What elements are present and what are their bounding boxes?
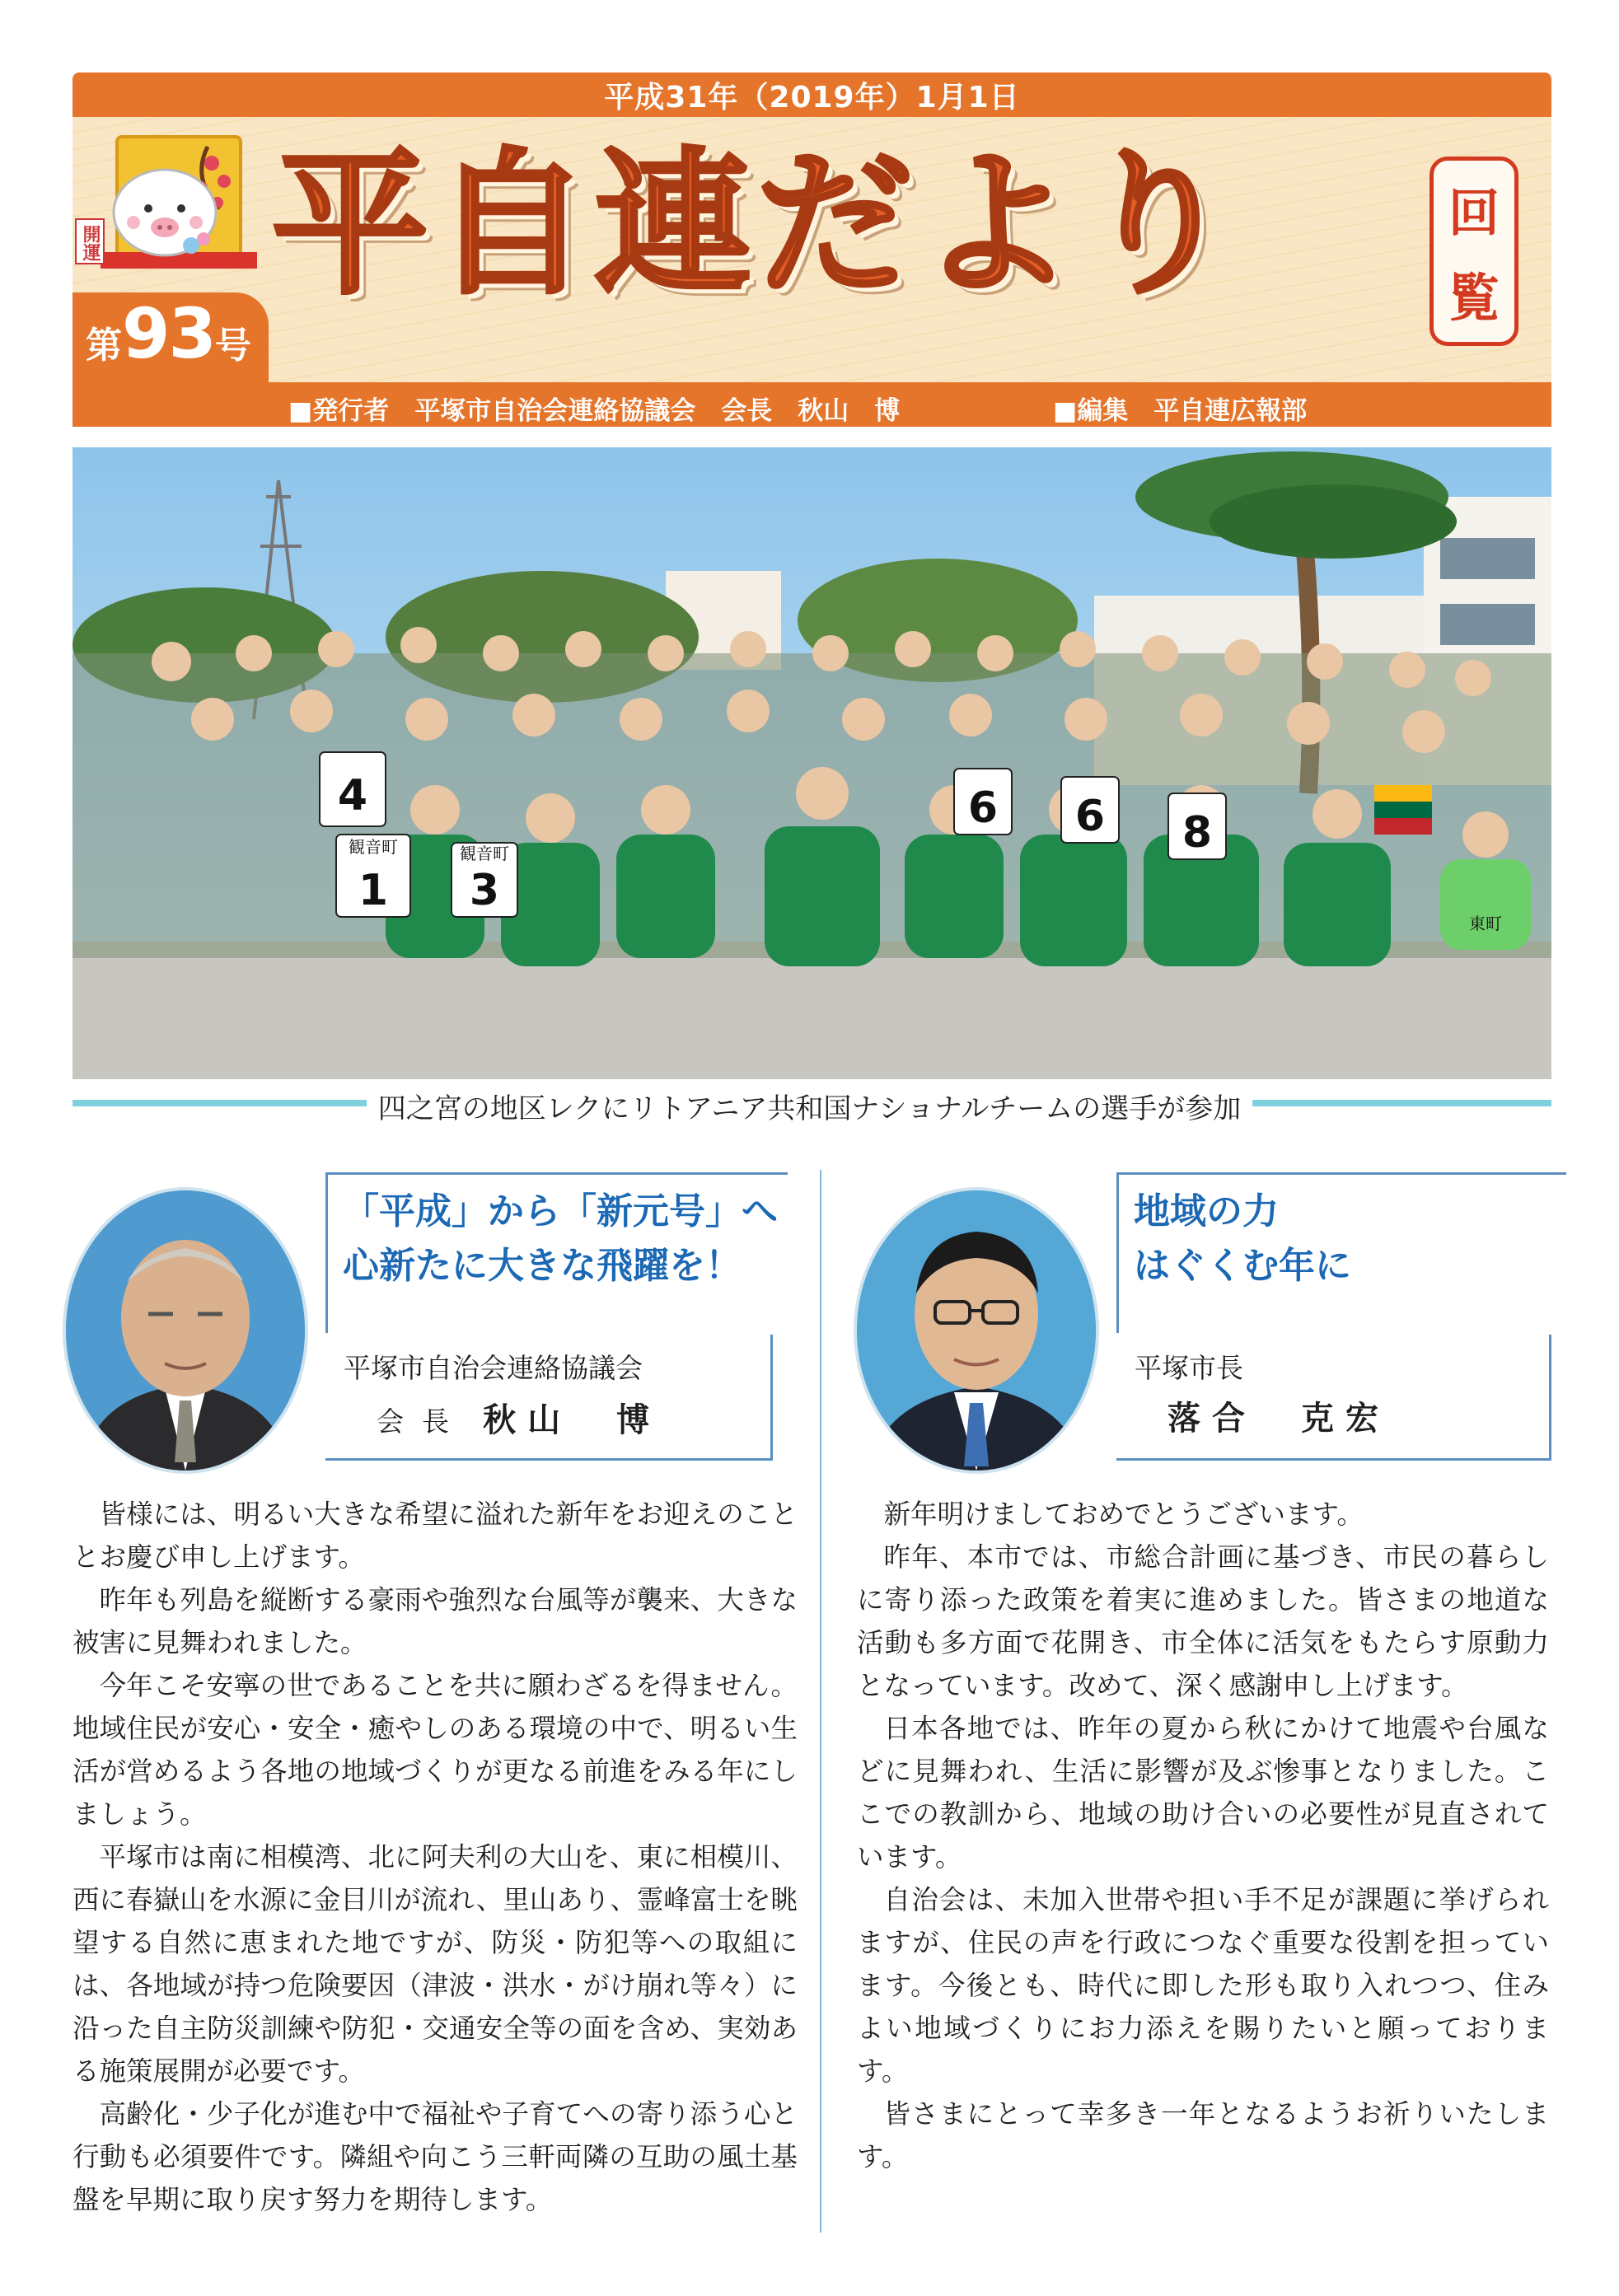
left-org: 平塚市自治会連絡協議会 [344,1352,643,1384]
photo-caption-text: 四之宮の地区レクにリトアニア共和国ナショナルチームの選手が参加 [367,1092,1253,1125]
right-name: 落合 克宏 [1167,1400,1390,1438]
circulation-char-2: 覧 [1448,268,1500,328]
left-headline-line-2: 心新たに大きな飛躍を！ [343,1245,742,1287]
left-name-line [377,1394,661,1441]
bib-number-1: 4 [337,771,368,821]
bib-number-4: 6 [967,783,999,833]
left-name: 秋山 博 [483,1401,662,1439]
chairman-portrait [66,1190,305,1471]
right-paragraph-5: 皆さまにとって幸多き一年となるようお祈りいたします。 [857,2098,1549,2172]
left-paragraph-3: 今年こそ安寧の世であることを共に願わざるを得ません。地域住民が安心・安全・癒やしのある環境の中で、明るい生活が営めるよう各地の地域づくりが更なる前進をみる年にしましょう。 [73,1670,798,1830]
left-paragraph-4: 平塚市は南に相模湾、北に阿夫利の大山を、東に相模川、西に春嶽山を水源に金目川が流れ、里山あり、霊峰富士を眺望する自然に恵まれた地ですが、防災・防犯等への取組には、各地域が持つ危険要因（津波・洪水・がけ崩れ等々）に沿った自主防災訓練や防犯・交通安全等の面を含め、実効ある施策展開が必要です。 [73,1841,798,2087]
circulation-char-1: 回 [1448,183,1500,243]
left-headline-box [325,1172,788,1333]
left-role: 会長 [377,1405,467,1438]
left-paragraph-5: 高齢化・少子化が進む中で福祉や子育てへの寄り添う心と行動も必須要件です。隣組や向こう三軒両隣の互助の風土基盤を早期に取り戻す努力を期待します。 [73,2098,798,2215]
issue-suffix: 号 [214,325,251,367]
right-paragraph-3: 日本各地では、昨年の夏から秋にかけて地震や台風などに見舞われ、生活に影響が及ぶ惨事となりました。ここでの教訓から、地域の助け合いの必要性が見直されています。 [857,1713,1549,1873]
right-headline-line-2: はぐくむ年に [1134,1245,1351,1287]
kaiun-badge: 開運 [80,225,101,261]
mayor-portrait [857,1190,1096,1471]
right-paragraph-4: 自治会は、未加入世帯や担い手不足が課題に挙げられますが、住民の声を行政につなぐ重要な役割を担っています。今後とも、時代に即した形も取り入れつつ、住みよい地域づくりにお力添えを賜りたいと願っております。 [857,1884,1549,2087]
bib-number-2: 1 [358,866,389,915]
issue-number: 93 [122,293,215,374]
left-name-box [325,1335,773,1461]
bib-number-5: 6 [1074,792,1106,841]
right-paragraph-1: 新年明けましておめでとうございます。 [883,1499,1364,1530]
right-headline-line-1: 地域の力 [1134,1190,1279,1232]
newsletter-title: 平自連だより [272,133,1242,316]
publisher-bar [73,382,1551,427]
issue-number-badge [73,292,269,382]
group-photo-illustration [73,447,1551,1079]
left-article-body [73,1493,798,2221]
bib-number-6: 8 [1181,808,1213,858]
right-article-body [857,1493,1549,2178]
column-divider [820,1170,821,2233]
bib-text-1: 観音町 [349,837,398,857]
left-paragraph-1: 皆様には、明るい大きな希望に溢れた新年をお迎えのこととお慶び申し上げます。 [73,1499,798,1573]
right-name-box [1116,1335,1551,1461]
group-photo [73,447,1551,1079]
issue-prefix: 第 [86,325,122,367]
right-org: 平塚市長 [1135,1352,1243,1384]
bib-text-3: 東町 [1469,914,1502,933]
left-paragraph-2: 昨年も列島を縦断する豪雨や強烈な台風等が襲来、大きな被害に見舞われました。 [73,1584,798,1658]
photo-caption [0,1086,1619,1126]
editor-text: ■編集 平自連広報部 [1053,396,1308,426]
publisher-text: ■発行者 平塚市自治会連絡協議会 会長 秋山 博 [288,396,901,426]
circulation-stamp [1429,157,1518,346]
right-paragraph-2: 昨年、本市では、市総合計画に基づき、市民の暮らしに寄り添った政策を着実に進めました。皆さまの地道な活動も多方面で花開き、市全体に活気をもたらす原動力となっています。改めて、深く感謝申し上げます。 [857,1541,1549,1701]
left-headline-line-1: 「平成」から「新元号」へ [343,1190,778,1232]
bib-number-3: 3 [469,866,500,915]
right-headline-box [1116,1172,1566,1333]
bib-text-2: 観音町 [460,844,509,863]
issue-date: 平成31年（2019年）1月1日 [73,72,1551,117]
